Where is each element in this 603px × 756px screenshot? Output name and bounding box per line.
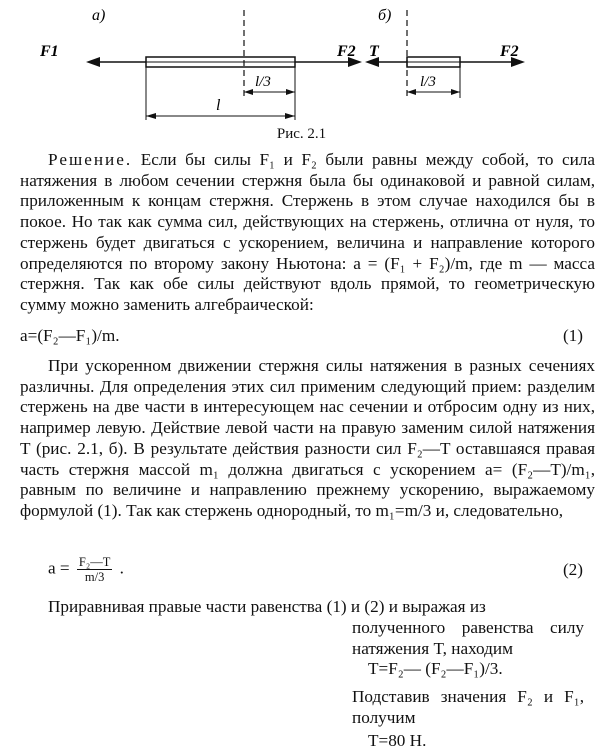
- l3-label-a: l/3: [255, 74, 271, 90]
- paragraph-3-line-1: Приравнивая правые части равенства (1) и (2) и выражая из: [48, 597, 486, 616]
- fraction-numerator: F₂—T: [78, 555, 111, 569]
- equation-3: T=F₂— (F₂—F₁)/3.: [368, 659, 503, 678]
- force-t-label: T: [369, 43, 379, 60]
- figure-caption: Рис. 2.1: [276, 126, 327, 142]
- force-f2-label-a: F2: [337, 43, 356, 60]
- equation-2: [48, 555, 124, 584]
- paragraph-3-rest: полученного равенства силу натяжения T, находим: [352, 618, 584, 658]
- solution-heading: Решение.: [48, 150, 133, 169]
- paragraph-4: Подставив значения F₂ и F₁, получим: [352, 687, 584, 727]
- equation-2-fraction: [77, 555, 112, 584]
- force-f1-label-a: F1: [40, 43, 59, 60]
- fraction-denominator: m/3: [84, 570, 105, 584]
- force-f2-label-b: F2: [500, 43, 519, 60]
- equation-1-number: (1): [562, 326, 583, 345]
- equation-4: T=80 Н.: [368, 731, 427, 750]
- l-label: l: [216, 97, 221, 114]
- equation-2-dot: .: [119, 558, 124, 578]
- equation-2-number: (2): [562, 560, 583, 579]
- l3-label-b: l/3: [420, 74, 436, 90]
- label-b: б): [378, 7, 392, 24]
- paragraph-2: При ускоренном движении стержня силы натяжения в разных сечениях различны. Для определения этих сил применим следующий прием: разделим стержень на две части в интересующем нас сечении и отбросим одну из них, например левую. Действие левой части на правую заменим силой натяжения T (рис. 2.1, б). В результате действия разности сил F₂—T оставшаяся правая часть стержня массой m₁ должна двигаться с ускорением a= (F₂—T)/m₁, равным по величине и направлению прежнему ускорению, выражаемому формулой (1). Так как стержень однородный, то m₁=m/3 и, следовательно,: [20, 356, 595, 520]
- solution-paragraph: [20, 150, 595, 316]
- diagram-a: [86, 10, 362, 120]
- arrow-left-f1: [86, 57, 100, 67]
- figure-2-1: [0, 0, 603, 120]
- equation-2-lhs: a =: [48, 558, 70, 578]
- solution-text: Если бы силы F₁ и F₂ были равны между собой, то сила натяжения в любом сечении стержня была бы одинаковой и равной силам, приложенным к концам стержня. Стержень в этом случае находился бы в покое. Но так как сумма сил, действующих на стержень, отлична от нуля, то стержень будет двигаться с ускорением, величина и направление которого определяются по второму закону Ньютона: a = (F₁ + F₂)/m, где m — масса стержня. Так как обе силы действуют вдоль прямой, то геометрическую сумму можно заменить алгебраической:: [20, 150, 595, 314]
- label-a: а): [92, 7, 106, 24]
- equation-1: a=(F₂—F₁)/m.: [20, 326, 120, 345]
- rod-diagrams: [0, 0, 603, 120]
